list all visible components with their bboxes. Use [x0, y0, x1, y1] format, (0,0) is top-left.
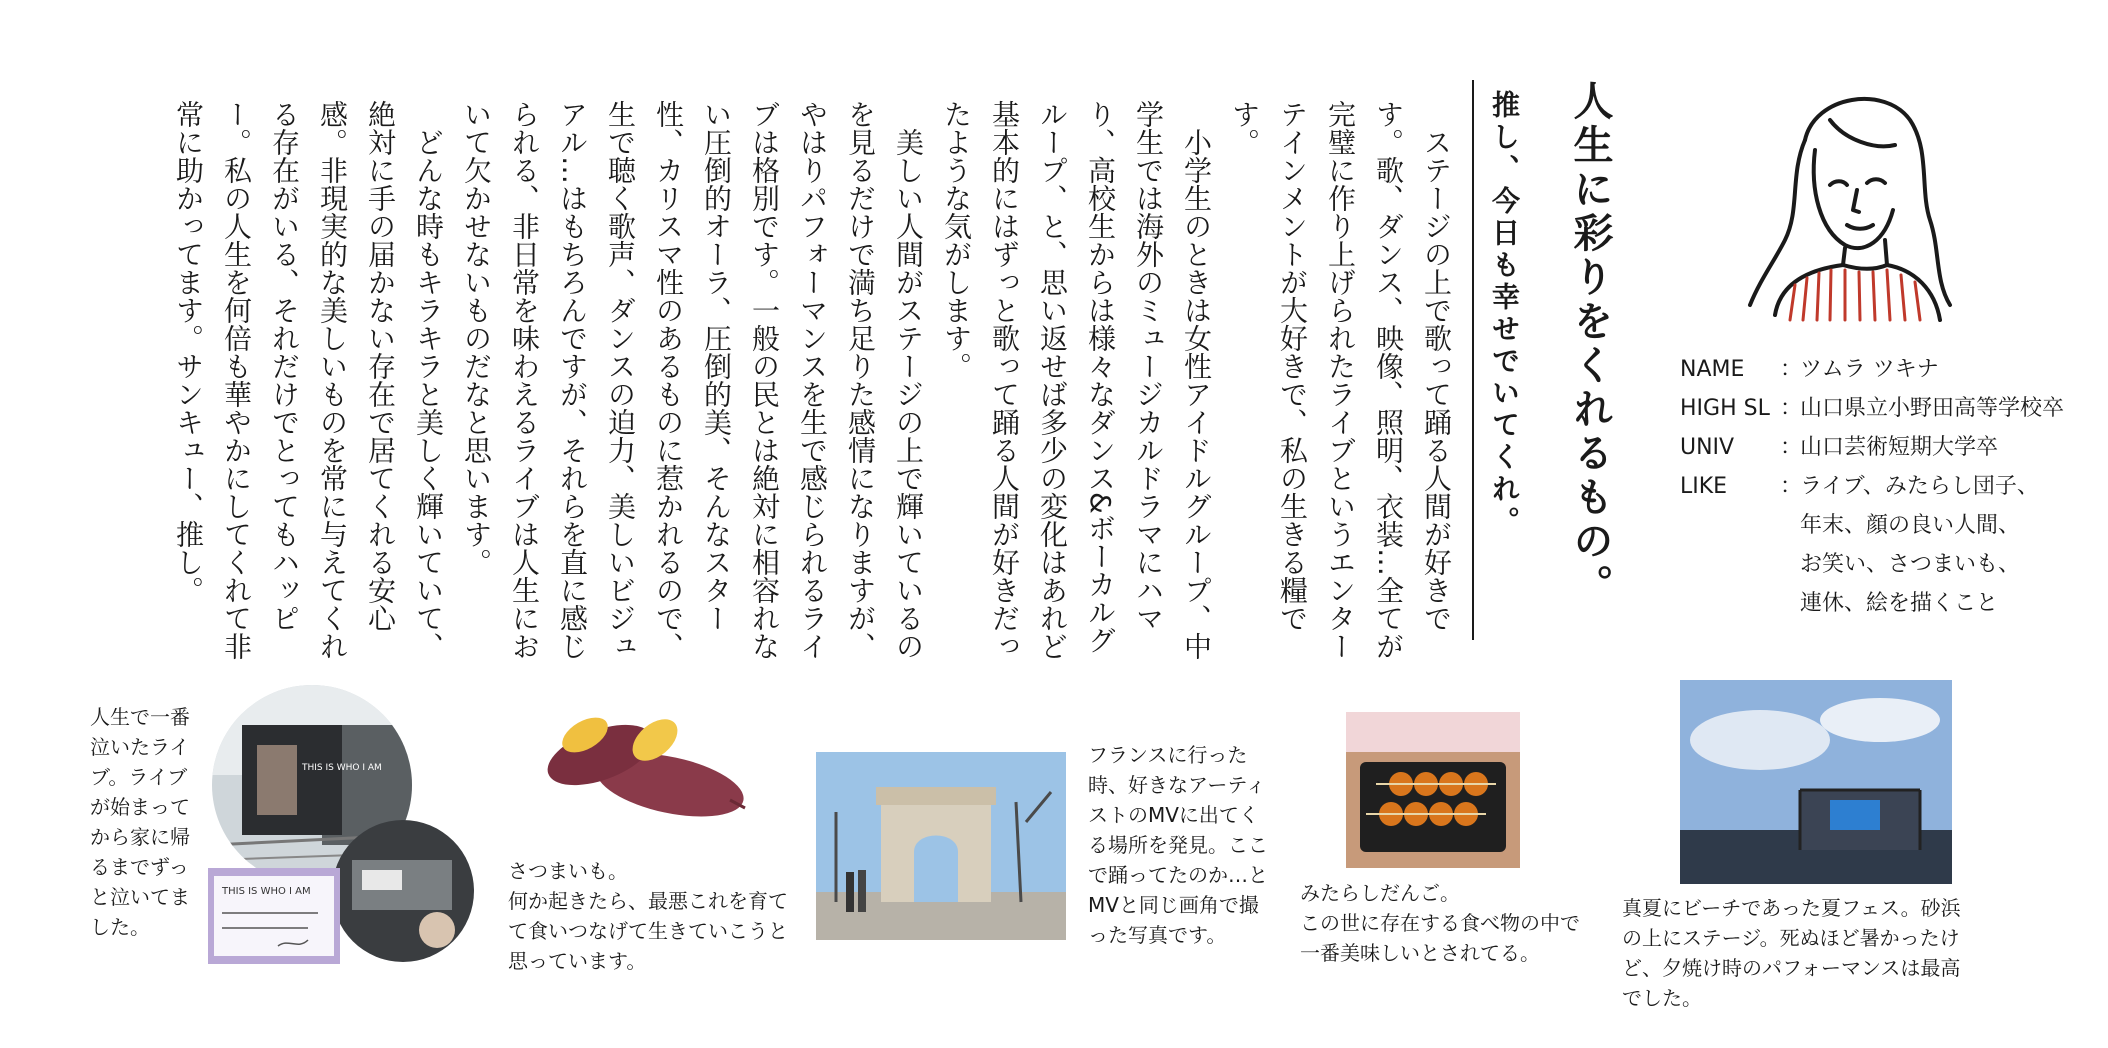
caption-dango: みたらしだんご。 この世に存在する食べ物の中で一番美味しいとされてる。 [1300, 881, 1580, 965]
profile-row [1680, 467, 2064, 623]
article-paragraph: 小学生のときは女性アイドルグループ、中学生では海外のミュージカルドラマにハマり、高校生からは様々なダンス&ボーカルグループ、と、思い返せば多少の変化はあれど基本的にはずっと歌って踊る人間が好きだったような気がします。 [940, 100, 1213, 660]
page-subtitle: 推し、今日も幸せでいてくれ。 [1488, 90, 1521, 538]
sweet-potato-photo [530, 700, 750, 830]
profile-sep: ： [1780, 357, 1803, 382]
article-body [70, 100, 1460, 660]
profile-key: NAME [1680, 357, 1745, 382]
ticket-sign-text: THIS IS WHO I AM [222, 886, 311, 897]
caption-paris: フランスに行った時、好きなアーティストのMVに出てくる場所を発見。ここで踊ってたのか…とMVと同じ画角で撮った写真です。 [1088, 743, 1268, 947]
profile-key: UNIV [1680, 435, 1735, 460]
ticket-photo [208, 868, 340, 964]
profile-value: 山口芸術短期大学卒 [1800, 435, 1999, 460]
profile-value: 山口県立小野田高等学校卒 [1800, 396, 2065, 421]
profile-row [1680, 389, 2064, 428]
profile-key: LIKE [1680, 474, 1728, 499]
concert-night-photo [332, 820, 474, 962]
profile-sep: ： [1780, 474, 1803, 499]
article-paragraph: どんな時もキラキラと美しく輝いていて、絶対に手の届かない存在で居てくれる安心感。非現実的な美しいものを常に与えてくれる存在がいる、それだけでとってもハッピー。私の人生を何倍も華やかにしてくれて非常に助かってます。サンキュー、推し。 [172, 100, 445, 660]
arc-de-triomphe-photo [816, 752, 1066, 940]
profile-value: ライブ、みたらし団子、 年末、顔の良い人間、 お笑い、さつまいも、 連休、絵を描くこと [1800, 474, 2039, 616]
profile-key: HIGH SL [1680, 396, 1770, 421]
profile-row [1680, 350, 2064, 389]
caption-summer-fest: 真夏にビーチであった夏フェス。砂浜の上にステージ。死ぬほど暑かったけど、夕焼け時のパフォーマンスは最高でした。 [1622, 896, 1961, 1010]
portrait-illustration [1735, 80, 1955, 330]
page-headline: 人生に彩りをくれるもの。 [1567, 80, 1613, 608]
concert-sign-text: THIS IS WHO I AM [302, 763, 382, 773]
profile-row [1680, 428, 2064, 467]
caption-sweet-potato: さつまいも。 何か起きたら、最悪これを育てて食いつなげて生きていこうと思っています。 [508, 859, 788, 973]
profile-sep: ： [1780, 435, 1803, 460]
article-paragraph: ステージの上で歌って踊る人間が好きです。歌、ダンス、映像、照明、衣装…全てが完璧に作り上げられたライブというエンターテインメントが大好きで、私の生きる糧です。 [1228, 100, 1453, 660]
mitarashi-dango-photo [1346, 712, 1520, 868]
divider-rule [1472, 80, 1474, 640]
profile-value: ツムラ ツキナ [1800, 357, 1939, 382]
summer-fest-photo [1680, 680, 1952, 884]
profile-table [1680, 350, 2064, 623]
profile-sep: ： [1780, 396, 1803, 421]
article-paragraph: 美しい人間がステージの上で輝いているのを見るだけで満ち足りた感情になりますが、やはりパフォーマンスを生で感じられるライブは格別です。一般の民とは絶対に相容れない圧倒的オーラ、圧倒的美、そんなスター性、カリスマ性のあるものに惹かれるので、生で聴く歌声、ダンスの迫力、美しいビジュアル…はもちろんですが、それらを直に感じられる、非日常を味わえるライブは人生において欠かせないものだなと思います。 [460, 100, 925, 660]
caption-concert: 人生で一番泣いたライブ。ライブが始まってから家に帰るまでずっと泣いてました。 [90, 705, 190, 939]
